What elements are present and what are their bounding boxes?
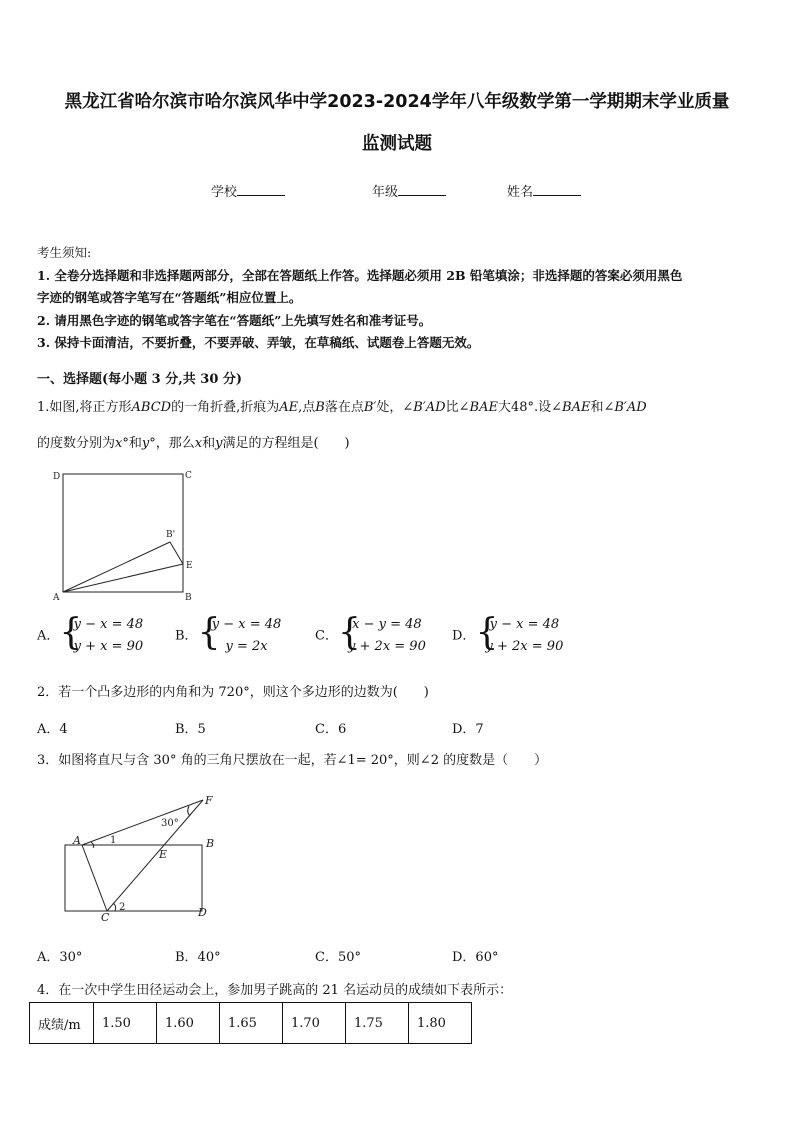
q3-text: 3．如图将直尺与含 30° 角的三角尺摆放在一起，若∠1= 20°，则∠2 的度数是（ ） <box>37 753 548 768</box>
label-b: B <box>206 837 215 850</box>
q2-option-b[interactable]: B．5 <box>175 722 206 737</box>
q3-option-a[interactable]: A．30° <box>37 950 83 965</box>
crease-ae <box>63 564 183 592</box>
equation: y − x = 48 <box>73 617 144 632</box>
exam-notes <box>37 242 759 355</box>
segment-bprime-e <box>170 542 183 564</box>
q1-text: 1.如图,将正方形 <box>37 400 132 415</box>
q1-square-figure <box>45 464 205 604</box>
equation: y − x = 48 <box>489 617 560 632</box>
brace-icon: { <box>197 612 221 653</box>
label-30-degree: 30° <box>161 818 179 829</box>
square-abcd <box>63 474 183 592</box>
q1-angle: ∠B′AD <box>603 400 647 415</box>
q1-text: 的度数分别为 <box>37 436 116 451</box>
angle30-arc <box>188 806 190 816</box>
q1-angle: ∠BAE <box>551 400 591 415</box>
q2-option-c[interactable]: C．6 <box>315 722 347 737</box>
segment-cf <box>107 800 203 911</box>
q1-option-a[interactable] <box>37 614 147 658</box>
brace-icon: { <box>337 612 361 653</box>
q1-xvar: x <box>194 436 203 451</box>
q1-y: y° <box>141 436 156 451</box>
label-a: A <box>53 593 60 603</box>
q1-yvar: y <box>215 436 223 451</box>
label-angle1: 1 <box>110 835 117 846</box>
label-d: D <box>198 906 207 919</box>
notes-item: 2. 请用黑色字迹的钢笔或答字笔在“答题纸”上先填写姓名和准考证号。 <box>37 312 432 328</box>
table-cell: 1.65 <box>220 1003 283 1044</box>
table-cell: 1.80 <box>409 1003 472 1044</box>
q1-text: ,点 <box>298 400 316 415</box>
label-f: F <box>205 794 213 807</box>
option-label: B． <box>175 628 198 644</box>
q1-line1 <box>37 396 647 415</box>
notes-item: 字迹的钢笔或答字笔写在“答题纸”相应位置上。 <box>37 290 302 305</box>
q2-option-a[interactable]: A．4 <box>37 722 68 737</box>
label-e: E <box>159 848 168 861</box>
label-c: C <box>101 911 110 924</box>
q1-text: 的一角折叠,折痕为 <box>171 400 280 415</box>
q1-text: 和 <box>128 436 142 451</box>
name-field <box>507 181 581 200</box>
q1-text: 比 <box>445 400 459 415</box>
q1-ae: AE <box>279 400 299 415</box>
label-a: A <box>73 834 81 847</box>
section-heading: 一、选择题(每小题 3 分,共 30 分) <box>37 372 243 387</box>
q1-option-d[interactable] <box>452 614 563 658</box>
segment-ac <box>82 845 107 911</box>
q3-ruler-triangle-figure <box>55 790 235 925</box>
q1-text: 落在点 <box>324 400 364 415</box>
q1-text: 和 <box>202 436 216 451</box>
segment-af <box>82 800 203 845</box>
grade-blank <box>398 183 446 196</box>
q1-text: 满足的方程组是( ) <box>222 436 350 451</box>
equation: y + 2x = 90 <box>485 639 564 654</box>
notes-item: 3. 保持卡面清洁，不要折叠，不要弄破、弄皱，在草稿纸、试题卷上答题无效。 <box>37 335 480 350</box>
q1-bprime: B′ <box>363 400 377 415</box>
table-row <box>30 1003 472 1044</box>
label-bprime: B' <box>166 530 176 540</box>
table-cell: 1.60 <box>157 1003 220 1044</box>
brace-icon: { <box>475 612 499 653</box>
equation: y = 2x <box>225 639 268 654</box>
equation-system <box>198 614 286 658</box>
name-blank <box>533 183 581 196</box>
equation: y + x = 90 <box>73 639 144 654</box>
exam-title-line2: 监测试题 <box>362 134 432 154</box>
notes-item: 1. 全卷分选择题和非选择题两部分，全部在答题纸上作答。选择题必须用 2B 铅笔填涂；非选择题的答案必须用黑色 <box>37 267 683 283</box>
q1-angle: ∠BAE <box>458 400 498 415</box>
grade-field <box>372 181 446 200</box>
table-cell: 1.75 <box>346 1003 409 1044</box>
q3-option-c[interactable]: C．50° <box>315 950 361 965</box>
q3-option-d[interactable]: D．60° <box>452 950 499 965</box>
table-header-cell: 成绩/m <box>30 1003 94 1044</box>
q1-line2 <box>37 432 350 451</box>
q1-angle: ∠B′AD <box>402 400 446 415</box>
name-label: 姓名 <box>507 185 534 200</box>
q1-b: B <box>315 400 325 415</box>
q1-abcd: ABCD <box>131 400 172 415</box>
label-c: C <box>185 471 192 481</box>
label-angle2: 2 <box>119 902 126 913</box>
q1-text: ，那么 <box>155 436 195 451</box>
q4-text: 4．在一次中学生田径运动会上，参加男子跳高的 21 名运动员的成绩如下表所示： <box>37 983 513 998</box>
option-label: C． <box>315 628 338 644</box>
equation: y − x = 48 <box>211 617 282 632</box>
segment-ab-prime <box>63 542 170 592</box>
q1-text: 处， <box>376 400 403 415</box>
exam-title-line1: 黑龙江省哈尔滨市哈尔滨风华中学2023-2024学年八年级数学第一学期期末学业质量 <box>64 92 730 112</box>
equation-system <box>59 614 147 658</box>
school-field <box>211 181 285 200</box>
equation-system <box>475 614 563 658</box>
label-e: E <box>186 561 193 571</box>
equation: y + 2x = 90 <box>348 639 426 654</box>
school-label: 学校 <box>211 185 238 200</box>
table-cell: 1.70 <box>283 1003 346 1044</box>
q4-score-table <box>29 1002 472 1044</box>
q1-option-c[interactable] <box>315 614 426 658</box>
q1-x: x° <box>115 436 129 451</box>
q2-option-d[interactable]: D．7 <box>452 722 484 737</box>
grade-label: 年级 <box>372 185 399 200</box>
q3-option-b[interactable]: B．40° <box>175 950 221 965</box>
school-blank <box>237 183 285 196</box>
option-label: D． <box>452 628 476 644</box>
brace-icon: { <box>59 612 83 653</box>
table-cell: 1.50 <box>94 1003 157 1044</box>
q1-text: 和 <box>590 400 604 415</box>
equation-system <box>338 614 426 658</box>
notes-heading: 考生须知: <box>37 245 92 260</box>
label-b: B <box>185 593 192 603</box>
label-d: D <box>53 472 61 482</box>
option-label: A． <box>37 628 60 644</box>
equation: x − y = 48 <box>352 617 422 632</box>
q1-option-b[interactable] <box>175 614 286 658</box>
q1-text: 大48°.设 <box>497 400 552 415</box>
q2-text: 2．若一个凸多边形的内角和为 720°，则这个多边形的边数为( ) <box>37 685 429 700</box>
